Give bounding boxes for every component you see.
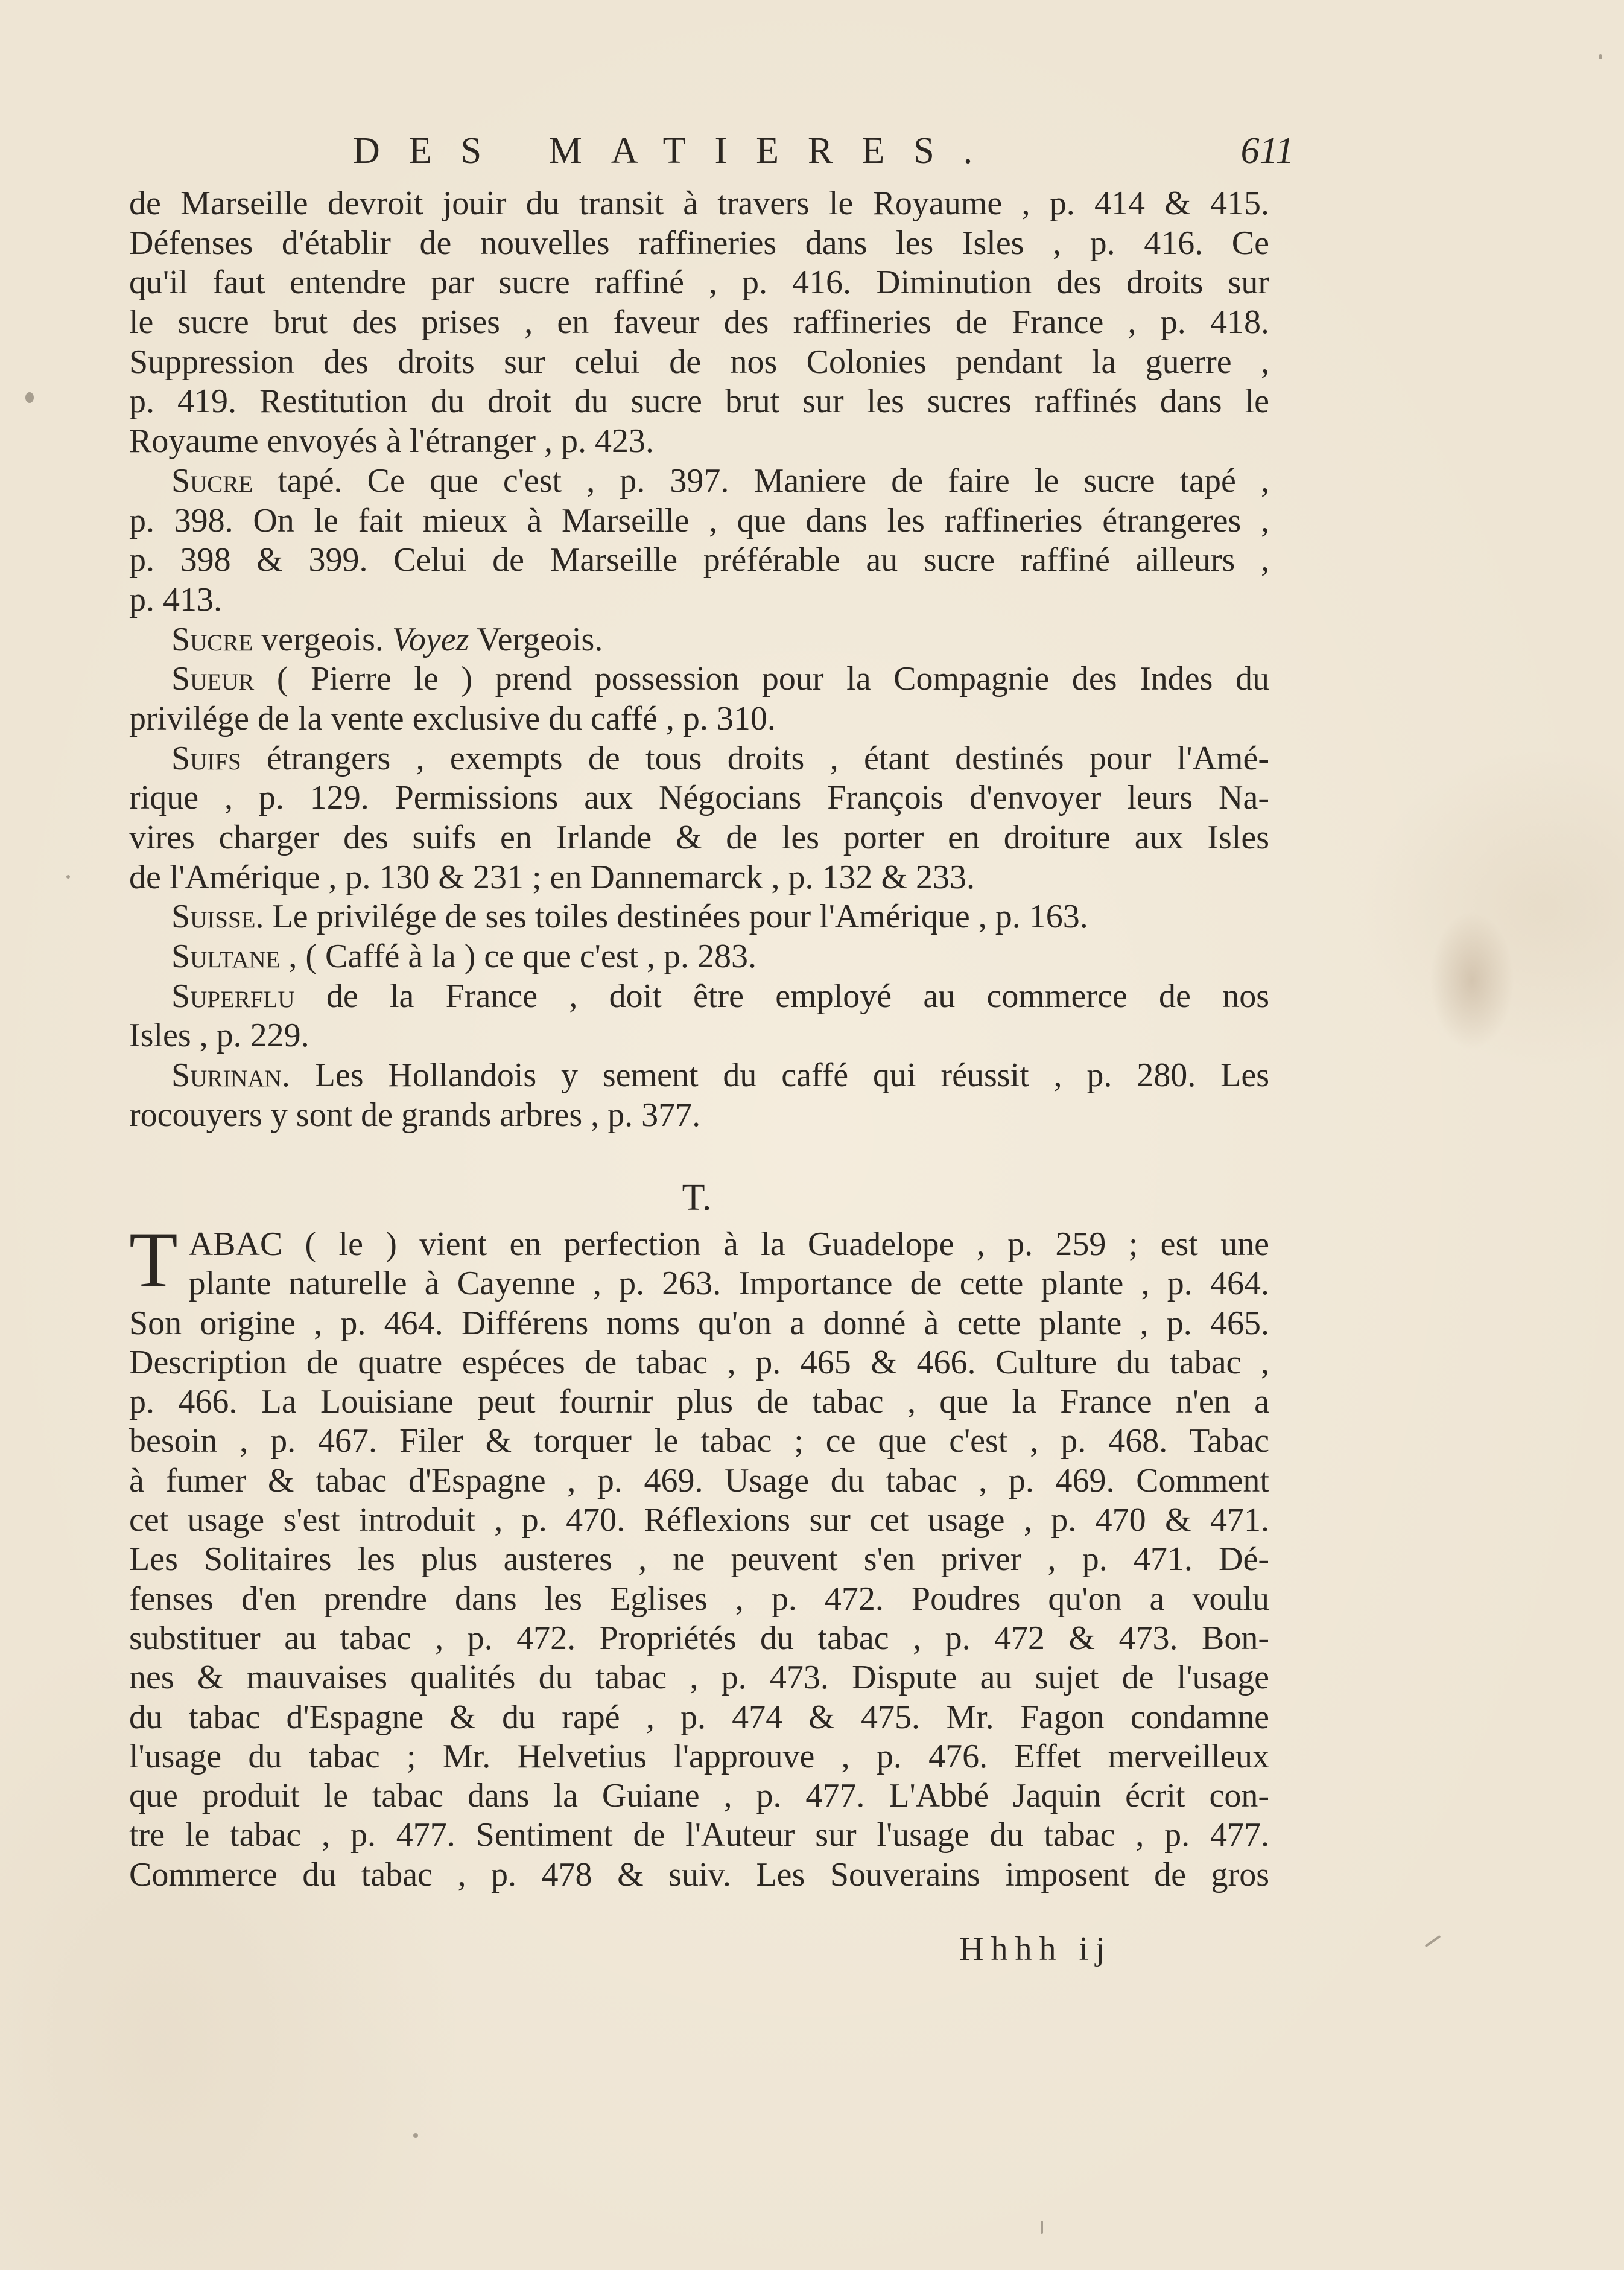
text-line: de l'Amérique , p. 130 & 231 ; en Dannemarck , p. 132 & 233. — [129, 858, 975, 896]
text-line: rocouyers y sont de grands arbres , p. 377. — [129, 1096, 701, 1134]
entry-text: ( Pierre le ) prend possession pour la Compagnie des Indes du — [254, 660, 1269, 698]
text-line: p. 466. La Louisiane peut fournir plus de tabac , que la France n'en a — [129, 1383, 1269, 1421]
text-line: que produit le tabac dans la Guiane , p. 477. L'Abbé Jaquin écrit con- — [129, 1777, 1269, 1815]
page-number: 611 — [1240, 130, 1294, 171]
text-line: besoin , p. 467. Filer & torquer le tabac ; ce que c'est , p. 468. Tabac — [129, 1422, 1269, 1460]
entry-headword: Sueur — [171, 660, 255, 698]
text-line: qu'il faut entendre par sucre raffiné , p. 416. Diminution des droits sur — [129, 264, 1269, 302]
entry-text: de la France , doit être employé au commerce de nos — [294, 977, 1269, 1015]
text-line: Défenses d'établir de nouvelles raffineries dans les Isles , p. 416. Ce — [129, 224, 1269, 262]
text-line: nes & mauvaises qualités du tabac , p. 473. Dispute au sujet de l'usage — [129, 1659, 1269, 1697]
index-entry-first-line — [129, 937, 1269, 977]
text-line: privilége de la vente exclusive du caffé , p. 310. — [129, 699, 776, 737]
ink-speck — [413, 2133, 418, 2138]
text-line: de Marseille devroit jouir du transit à travers le Royaume , p. 414 & 415. — [129, 185, 1269, 222]
text-line: Son origine , p. 464. Différens noms qu'on a donné à cette plante , p. 465. — [129, 1304, 1269, 1342]
text-line: rique , p. 129. Permissions aux Négocians François d'envoyer leurs Na- — [129, 779, 1269, 817]
ink-speck — [1599, 54, 1602, 59]
paper-stain — [1430, 911, 1514, 1050]
text-line: à fumer & tabac d'Espagne , p. 469. Usage du tabac , p. 469. Comment — [129, 1461, 1269, 1499]
text-line: tre le tabac , p. 477. Sentiment de l'Auteur sur l'usage du tabac , p. 477. — [129, 1816, 1269, 1854]
text-line: le sucre brut des prises , en faveur des raffineries de France , p. 418. — [129, 304, 1269, 342]
running-head: DES MATIERES. — [353, 130, 1002, 171]
index-column-bottom — [129, 1215, 1269, 1895]
entry-headword: Suifs — [171, 739, 241, 777]
entry-headword: Suisse — [171, 898, 256, 936]
entry-text: . Le privilége de ses toiles destinées pour l'Amérique , p. 163. — [255, 898, 1088, 936]
text-line: Les Solitaires les plus austeres , ne peuvent s'en priver , p. 471. Dé- — [129, 1540, 1269, 1579]
text-line: p. 398. On le fait mieux à Marseille , que dans les raffineries étrangeres , — [129, 501, 1269, 539]
index-entry-first-line — [129, 977, 1269, 1017]
entry-headword: Sultane — [171, 938, 281, 976]
entry-text: , ( Caffé à la ) ce que c'est , p. 283. — [280, 938, 757, 976]
text-line: p. 419. Restitution du droit du sucre brut sur les sucres raffinés dans le — [129, 383, 1269, 421]
signature-mark: Hhhh ij — [959, 1930, 1112, 1968]
text-line: vires charger des suifs en Irlande & de les porter en droiture aux Isles — [129, 819, 1269, 856]
entry-headword: Sucre — [171, 462, 253, 500]
text-line: plante naturelle à Cayenne , p. 263. Importance de cette plante , p. 464. — [188, 1265, 1269, 1303]
entry-text: tapé. Ce que c'est , p. 397. Maniere de faire le sucre tapé , — [253, 462, 1269, 500]
entry-headword: Superflu — [171, 977, 295, 1015]
entry-headword: Sucre — [171, 620, 253, 658]
index-entry-first-line — [129, 897, 1269, 937]
ink-speck — [25, 392, 34, 403]
index-entry-first-line — [129, 462, 1269, 501]
text-line: Description de quatre espéces de tabac , p. 465 & 466. Culture du tabac , — [129, 1343, 1269, 1381]
index-entry-first-line — [129, 1056, 1269, 1096]
entry-text: vergeois. — [253, 620, 392, 658]
index-column-top — [129, 184, 1269, 1136]
ink-speck — [66, 875, 70, 879]
text-line: Suppression des droits sur celui de nos Colonies pendant la guerre , — [129, 343, 1269, 381]
entry-headword: Surinan — [171, 1057, 282, 1095]
text-line: p. 398 & 399. Celui de Marseille préférable au sucre raffiné ailleurs , — [129, 541, 1269, 579]
text-line: substituer au tabac , p. 472. Propriétés du tabac , p. 472 & 473. Bon- — [129, 1619, 1269, 1657]
text-line: fenses d'en prendre dans les Eglises , p. 472. Poudres qu'on a voulu — [129, 1580, 1269, 1618]
cross-reference-label: Voyez — [392, 620, 469, 658]
index-entry-first-line — [129, 739, 1269, 779]
text-line: Commerce du tabac , p. 478 & suiv. Les Souverains imposent de gros — [129, 1855, 1269, 1893]
text-line: ABAC ( le ) vient en perfection à la Guadelope , p. 259 ; est une — [188, 1226, 1269, 1263]
ink-speck — [1425, 1935, 1441, 1947]
section-letter-heading: T. — [682, 1177, 712, 1218]
text-line: l'usage du tabac ; Mr. Helvetius l'approuve , p. 476. Effet merveilleux — [129, 1737, 1269, 1775]
index-entry-first-line — [129, 620, 1269, 660]
text-line: cet usage s'est introduit , p. 470. Réflexions sur cet usage , p. 470 & 471. — [129, 1501, 1269, 1539]
drop-capital: T — [129, 1215, 178, 1304]
entry-text: . Les Hollandois y sement du caffé qui réussit , p. 280. Les — [281, 1057, 1269, 1095]
text-line: p. 413. — [129, 580, 222, 618]
index-entry-first-line — [129, 660, 1269, 699]
text-line: Isles , p. 229. — [129, 1017, 309, 1055]
text-line: Royaume envoyés à l'étranger , p. 423. — [129, 422, 655, 460]
ink-speck — [1041, 2221, 1043, 2234]
text-line: du tabac d'Espagne & du rapé , p. 474 & 475. Mr. Fagon condamne — [129, 1698, 1269, 1736]
entry-text: étrangers , exempts de tous droits , étant destinés pour l'Amé- — [241, 739, 1269, 777]
entry-text: Vergeois. — [469, 620, 603, 658]
